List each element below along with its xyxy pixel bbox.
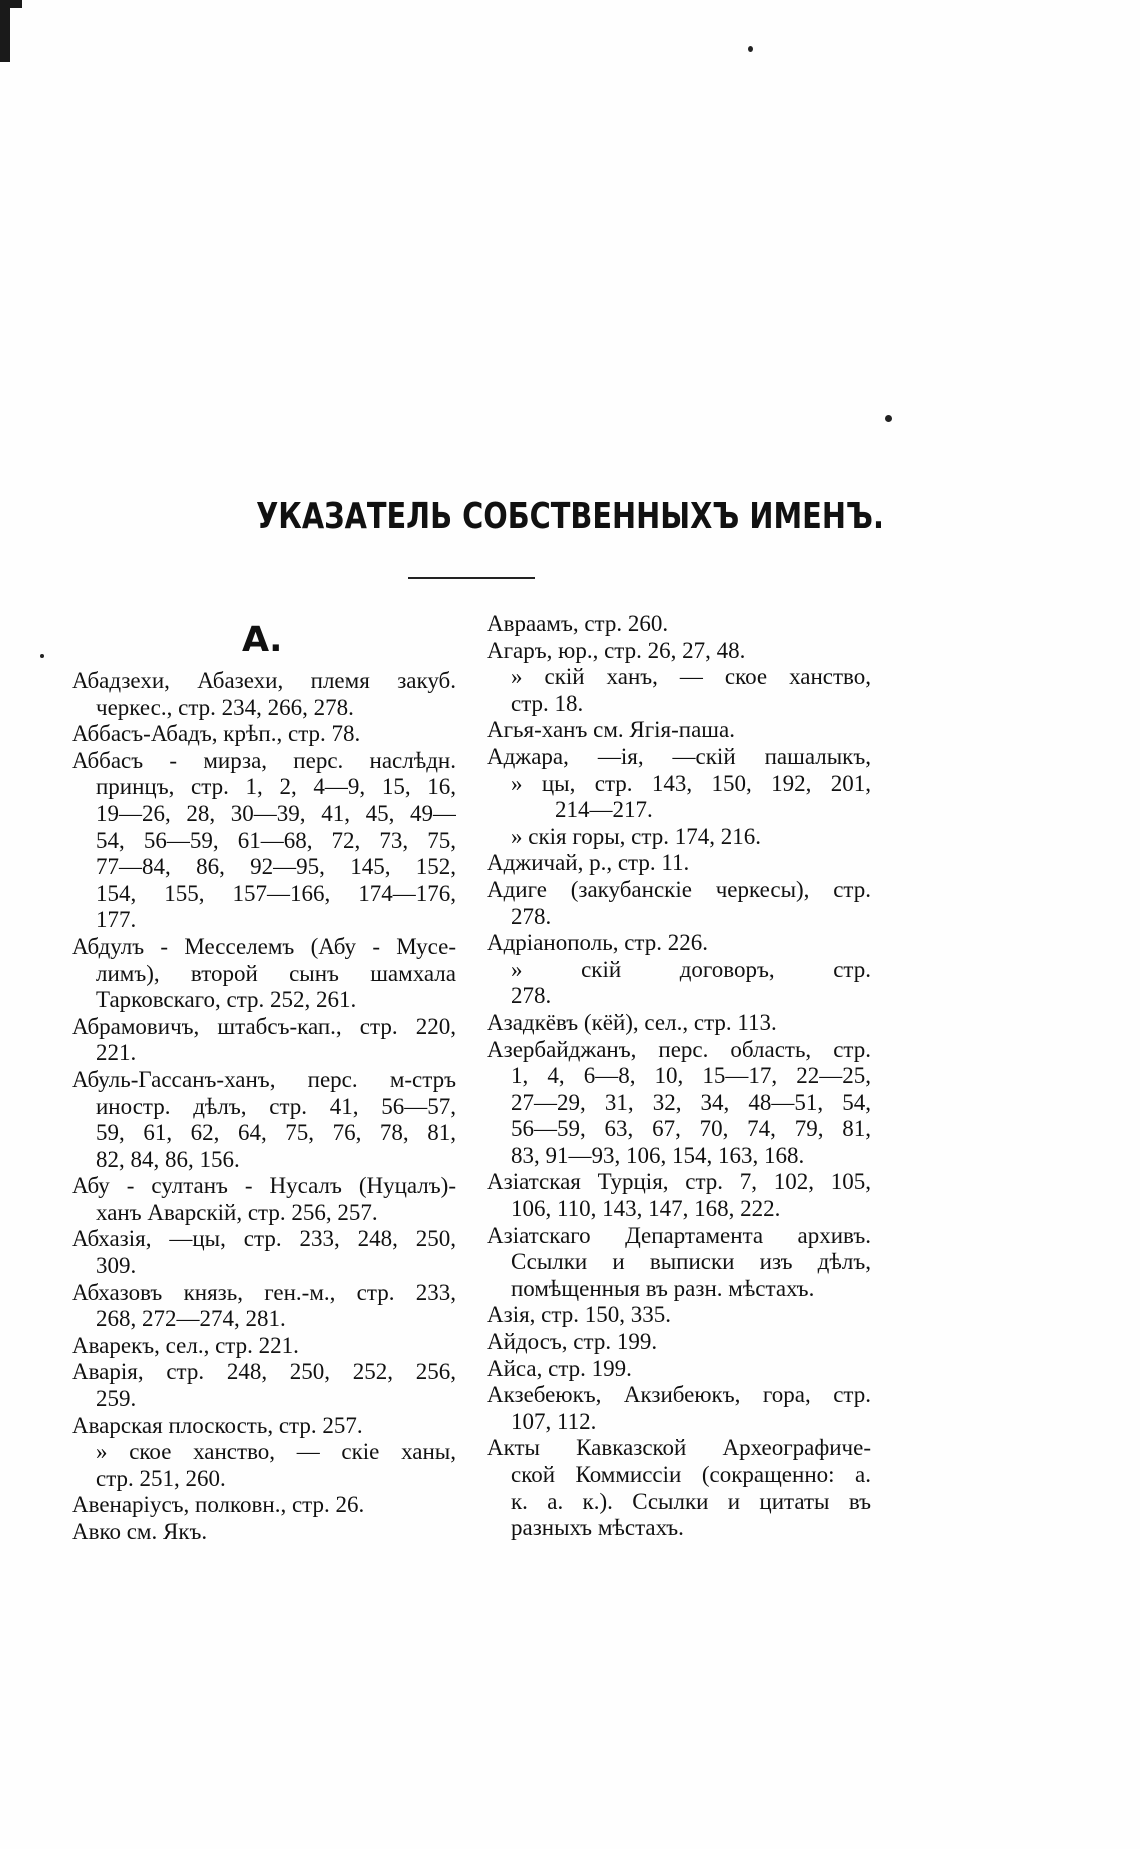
index-entry-continuation: 56—59, 63, 67, 70, 74, 79, 81, (511, 1116, 871, 1142)
index-entry-continuation: 309. (96, 1253, 137, 1279)
index-entry-continuation: 106, 110, 143, 147, 168, 222. (511, 1196, 781, 1222)
index-entry-line: Айса, стр. 199. (487, 1355, 632, 1381)
index-entry-continuation: 59, 61, 62, 64, 75, 76, 78, 81, (96, 1120, 456, 1146)
index-entry-line: Абрамовичъ, штабсъ-кап., стр. 220, (72, 1013, 456, 1039)
index-entry-continuation: к. а. к.). Ссылки и цитаты въ (511, 1488, 871, 1514)
index-entry-line: Аджара, —ія, —скій пашалыкъ, (487, 743, 871, 769)
index-entry-continuation: 268, 272—274, 281. (96, 1306, 286, 1332)
index-entry-line: Акты Кавказской Археографиче- (487, 1435, 871, 1461)
index-entry-line: Азія, стр. 150, 335. (487, 1302, 671, 1328)
index-entry-line: Азадкёвъ (кёй), сел., стр. 113. (487, 1009, 777, 1035)
index-entry-continuation: 54, 56—59, 61—68, 72, 73, 75, (96, 827, 456, 853)
index-entry-continuation: 77—84, 86, 92—95, 145, 152, (96, 854, 456, 880)
index-entry-line: Аббасъ-Абадъ, крѣп., стр. 78. (72, 721, 361, 747)
index-entry-line: Азіатскаго Департамента архивъ. (487, 1222, 871, 1248)
index-entry-line: Азіатская Турція, стр. 7, 102, 105, (487, 1169, 871, 1195)
index-entry-line: Абхазовъ князь, ген.-м., стр. 233, (72, 1279, 456, 1305)
index-entry-continuation: 278. (511, 903, 552, 929)
index-entry-continuation: иностр. дѣлъ, стр. 41, 56—57, (96, 1093, 456, 1119)
index-entry-continuation: 1, 4, 6—8, 10, 15—17, 22—25, (511, 1063, 871, 1089)
index-entry-line: Авенаріусъ, полковн., стр. 26. (72, 1492, 365, 1518)
title-divider (408, 577, 535, 579)
ink-speck (885, 415, 892, 422)
index-entry-line: Адріанополь, стр. 226. (487, 930, 708, 956)
index-entry-continuation: ханъ Аварскій, стр. 256, 257. (96, 1199, 378, 1225)
index-entry-continuation: 107, 112. (511, 1408, 597, 1434)
index-entry-continuation: » ское ханство, — скіе ханы, (96, 1439, 456, 1465)
index-entry-line: Агаръ, юр., стр. 26, 27, 48. (487, 637, 746, 663)
index-entry-continuation: стр. 251, 260. (96, 1465, 226, 1491)
index-entry-line: Аббасъ - мирза, перс. наслѣдн. (72, 747, 456, 773)
index-entry-line: Авраамъ, стр. 260. (487, 611, 669, 636)
index-entry-line: Абхазія, —цы, стр. 233, 248, 250, (72, 1226, 456, 1252)
index-entry-continuation: черкес., стр. 234, 266, 278. (96, 694, 354, 720)
index-entry-line: Айдосъ, стр. 199. (487, 1329, 658, 1355)
index-entry-continuation: помѣщенныя въ разн. мѣстахъ. (511, 1275, 815, 1301)
index-entry-continuation: 27—29, 31, 32, 34, 48—51, 54, (511, 1089, 871, 1115)
index-entry-continuation: Тарковскаго, стр. 252, 261. (96, 987, 357, 1013)
index-entry-continuation: разныхъ мѣстахъ. (511, 1515, 684, 1541)
index-column-right (487, 611, 871, 1542)
index-entry-continuation: 214—217. (555, 797, 653, 823)
index-entry-line: Азербайджанъ, перс. область, стр. (487, 1036, 871, 1062)
index-entry-line: Абдулъ - Месселемъ (Абу - Мусе- (72, 933, 456, 959)
index-entry-continuation: » скія горы, стр. 174, 216. (511, 823, 761, 849)
index-entry-continuation: » цы, стр. 143, 150, 192, 201, (511, 770, 871, 796)
index-entry-line: Абадзехи, Абазехи, племя закуб. (72, 668, 456, 693)
index-entry-line: Аварская плоскость, стр. 257. (72, 1412, 363, 1438)
ink-speck (748, 46, 753, 52)
index-entry-continuation: Ссылки и выписки изъ дѣлъ, (511, 1249, 871, 1275)
index-column-left (72, 612, 456, 1546)
index-entry-continuation: 154, 155, 157—166, 174—176, (96, 880, 456, 906)
index-entry-line: Абуль-Гассанъ-ханъ, перс. м-стръ (72, 1066, 456, 1092)
ink-speck (40, 654, 44, 658)
index-entry-continuation: 82, 84, 86, 156. (96, 1146, 240, 1172)
scan-corner-mark (0, 0, 10, 62)
index-entry-line: Аварекъ, сел., стр. 221. (72, 1332, 299, 1358)
index-entry-continuation: » скій ханъ, — ское ханство, (511, 664, 871, 690)
index-entry-line: Абу - султанъ - Нусалъ (Нуцалъ)- (72, 1173, 456, 1199)
index-entry-continuation: лимъ), второй сынъ шамхала (96, 960, 456, 986)
index-entry-line: Аджичай, р., стр. 11. (487, 850, 690, 876)
section-letter: А. (242, 620, 283, 660)
index-entry-line: Акзебеюкъ, Акзибеюкъ, гора, стр. (487, 1382, 871, 1408)
index-entry-continuation: 83, 91—93, 106, 154, 163, 168. (511, 1142, 805, 1168)
index-entry-continuation: 177. (96, 907, 137, 933)
index-entry-continuation: стр. 18. (511, 690, 584, 716)
index-entry-line: Авко см. Якъ. (72, 1519, 208, 1544)
index-entry-continuation: 19—26, 28, 30—39, 41, 45, 49— (96, 800, 456, 826)
index-entry-continuation: 278. (511, 983, 552, 1009)
index-entry-continuation: 221. (96, 1040, 137, 1066)
index-entry-continuation: 259. (96, 1386, 137, 1412)
index-entry-line: Агья-ханъ см. Ягія-паша. (487, 717, 735, 743)
page-title: УКАЗАТЕЛЬ СОБСТВЕННЫХЪ ИМЕНЪ. (256, 496, 884, 537)
index-entry-continuation: принцъ, стр. 1, 2, 4—9, 15, 16, (96, 774, 456, 800)
index-entry-line: Адиге (закубанскіе черкесы), стр. (487, 876, 871, 902)
index-entry-continuation: ской Коммиссіи (сокращенно: а. (511, 1462, 871, 1487)
index-entry-line: Аварія, стр. 248, 250, 252, 256, (72, 1359, 456, 1385)
index-entry-continuation: » скій договоръ, стр. (511, 956, 871, 982)
